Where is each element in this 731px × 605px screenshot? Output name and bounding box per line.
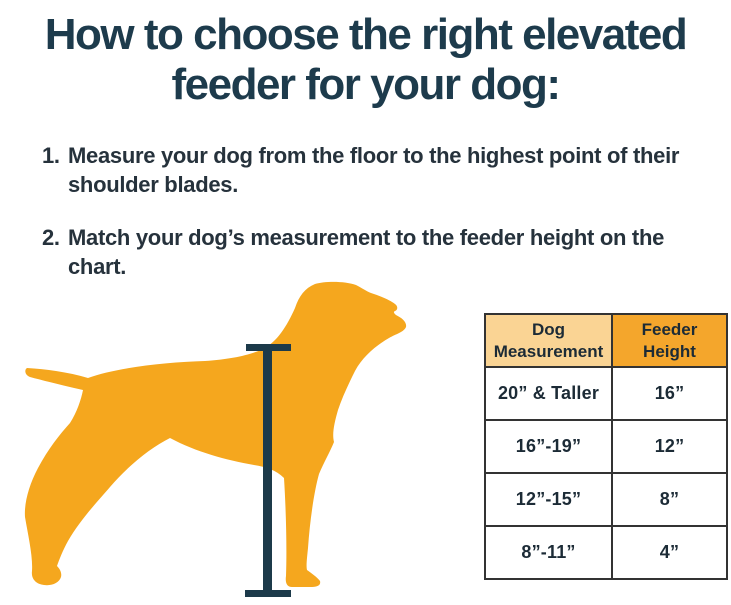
dog-illustration xyxy=(0,280,480,605)
table-row xyxy=(485,367,727,420)
table-row xyxy=(485,420,727,473)
column-header-dog-measurement: Dog Measurement xyxy=(485,314,612,367)
step-text: Match your dog’s measurement to the feeder height on the chart. xyxy=(68,225,665,279)
dog-measurement-cell: 16”-19” xyxy=(485,420,612,473)
measuring-line-bar xyxy=(263,346,272,594)
instruction-step-1 xyxy=(42,142,702,199)
table-row xyxy=(485,526,727,579)
feeder-size-table xyxy=(484,313,728,580)
page-title-line-1: How to choose the right elevated xyxy=(44,10,687,59)
table-header-row xyxy=(485,314,727,367)
page-title-line-2: feeder for your dog: xyxy=(171,60,560,110)
feeder-height-cell: 4” xyxy=(612,526,727,579)
dog-silhouette xyxy=(25,282,406,587)
table-row xyxy=(485,473,727,526)
feeder-height-cell: 12” xyxy=(612,420,727,473)
page-title xyxy=(0,10,731,110)
dog-illustration-svg xyxy=(0,280,480,605)
dog-measurement-cell: 20” & Taller xyxy=(485,367,612,420)
feeder-height-cell: 8” xyxy=(612,473,727,526)
measuring-line-bottom-cap xyxy=(245,590,291,597)
column-header-feeder-height: Feeder Height xyxy=(612,314,727,367)
step-number: 2. xyxy=(42,225,60,251)
feeder-height-cell: 16” xyxy=(612,367,727,420)
dog-measurement-cell: 8”-11” xyxy=(485,526,612,579)
step-number: 1. xyxy=(42,143,60,168)
instruction-step-2 xyxy=(42,224,702,281)
dog-measurement-cell: 12”-15” xyxy=(485,473,612,526)
step-text: Measure your dog from the floor to the highest point of their shoulder blades. xyxy=(68,143,680,197)
